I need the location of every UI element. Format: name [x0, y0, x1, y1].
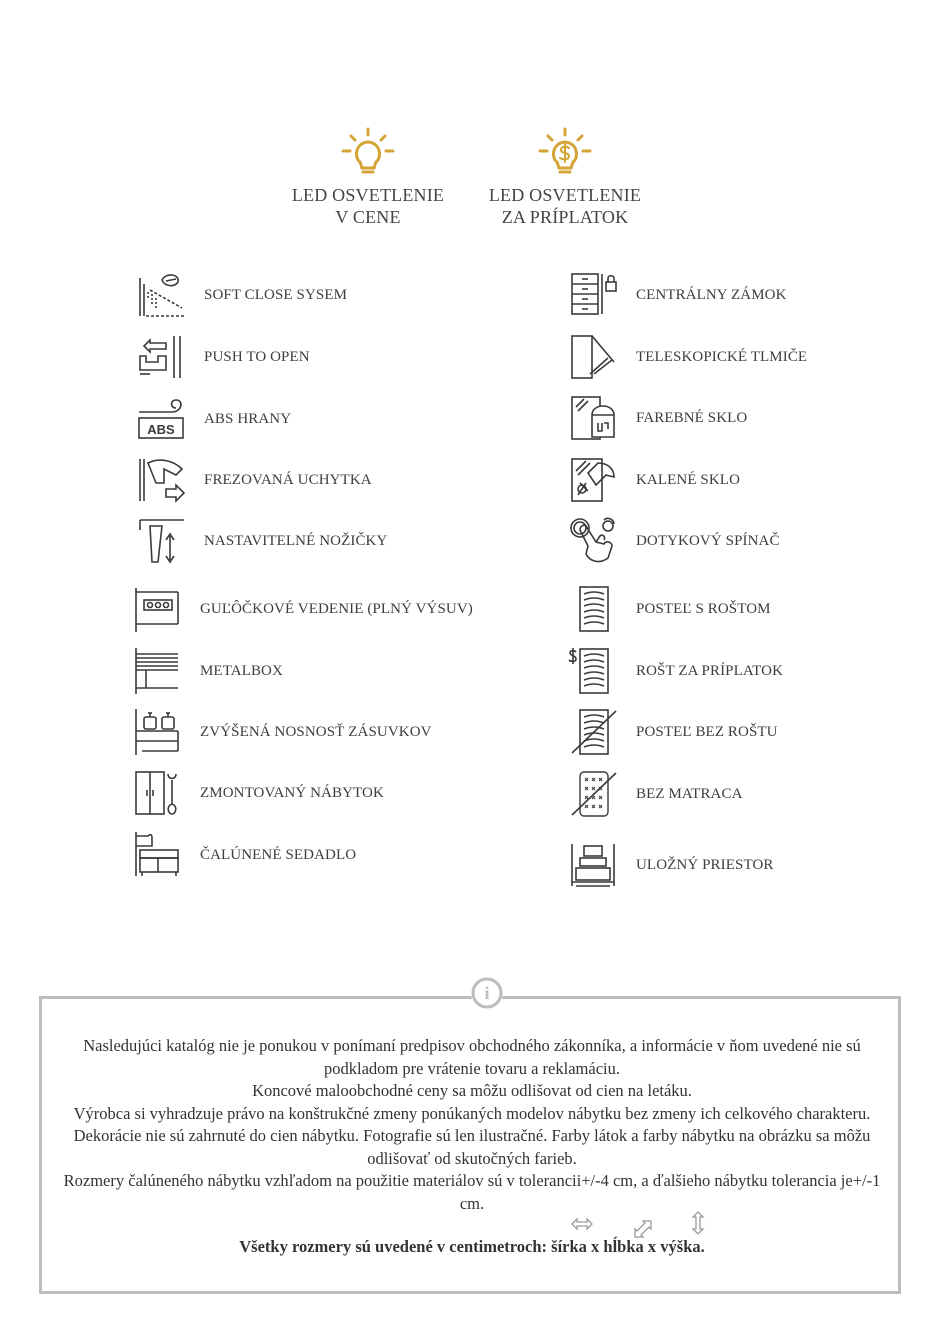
feature-tempered-glass: [568, 455, 740, 505]
feature-label: BEZ MATRACA: [636, 785, 743, 802]
feature-label: PUSH TO OPEN: [204, 348, 310, 365]
led-included-line1: LED OSVETLENIE: [291, 185, 445, 205]
drawer-load-icon: [132, 707, 184, 757]
bed-without-slats-icon: [568, 707, 620, 757]
feature-label: DOTYKOVÝ SPÍNAČ: [636, 532, 780, 549]
feature-label: ČALÚNENÉ SEDADLO: [200, 846, 357, 863]
info-icon: [471, 977, 503, 1009]
slats-surcharge-icon: [568, 646, 620, 696]
soft-close-icon: [136, 270, 188, 320]
abs-icon-text: ABS: [147, 422, 175, 437]
width-dimension-icon: [570, 1214, 594, 1234]
feature-assembled: [132, 768, 384, 818]
led-surcharge-line2: ZA PRÍPLATOK: [501, 207, 629, 227]
feature-metalbox: [132, 646, 283, 696]
feature-milled-handle: [136, 455, 372, 505]
adjustable-feet-icon: [136, 516, 188, 566]
feature-bed-without-slats: [568, 707, 778, 757]
disclaimer-p4: Rozmery čalúneného nábytku vzhľadom na použitie materiálov sú v tolerancii+/-4 cm, a ďalšieho nábytku tolerancia je+/-1 cm.: [63, 1171, 881, 1213]
feature-drawer-load: [132, 707, 432, 757]
disclaimer-p3: Výrobca si vyhradzuje právo na konštrukčné zmeny ponúkaných modelov nábytku bez zmeny ich celkového charakteru. Dekorácie nie sú zahrnuté do cien nábytku. Fotografie sú len ilustračné. Farby látok a farby nábytku na obrázku sa môžu odlišovať od skutočných farieb.: [73, 1103, 871, 1168]
feature-label: ZMONTOVANÝ NÁBYTOK: [200, 784, 384, 801]
feature-adjustable-feet: [136, 516, 387, 566]
info-icon-text: i: [484, 983, 490, 1003]
metalbox-icon: [132, 646, 184, 696]
feature-touch-switch: [568, 516, 780, 566]
feature-upholstered-seat: [132, 830, 356, 880]
feature-no-mattress: [568, 769, 743, 819]
feature-label: METALBOX: [200, 662, 283, 679]
feature-push-to-open: [136, 332, 310, 382]
abs-edge-icon: [136, 394, 188, 444]
feature-label: FREZOVANÁ UCHYTKA: [204, 471, 372, 488]
led-included: [268, 126, 468, 228]
bulb-icon: [338, 126, 398, 178]
feature-label: GUĽÔČKOVÉ VEDENIE (PLNÝ VÝSUV): [200, 600, 473, 617]
feature-label: POSTEĽ S ROŠTOM: [636, 600, 771, 617]
feature-label: FAREBNÉ SKLO: [636, 409, 748, 426]
depth-dimension-icon: [632, 1218, 654, 1238]
upholstered-seat-icon: [132, 830, 184, 880]
feature-central-lock: [568, 270, 787, 320]
central-lock-icon: [568, 270, 620, 320]
feature-storage-space: [568, 840, 773, 890]
ball-bearing-runner-icon: [132, 584, 184, 634]
touch-switch-icon: [568, 516, 620, 566]
height-dimension-icon: [690, 1210, 706, 1236]
no-mattress-icon: [568, 769, 620, 819]
feature-label: CENTRÁLNY ZÁMOK: [636, 286, 787, 303]
feature-soft-close: [136, 270, 347, 320]
feature-label: ULOŽNÝ PRIESTOR: [636, 856, 774, 873]
feature-abs-edges: [136, 394, 291, 444]
feature-label: SOFT CLOSE SYSEM: [204, 286, 348, 303]
feature-label: POSTEĽ BEZ ROŠTU: [636, 723, 778, 740]
feature-telescopic-damper: [568, 332, 807, 382]
feature-label: ABS HRANY: [204, 410, 292, 427]
dimensions-note: Všetky rozmery sú uvedené v centimetroch: šírka x hĺbka x výška.: [239, 1237, 705, 1256]
led-included-line2: V CENE: [335, 207, 401, 227]
led-surcharge-line1: LED OSVETLENIE: [488, 185, 642, 205]
feature-slats-surcharge: [568, 646, 783, 696]
led-surcharge: [465, 126, 665, 228]
feature-label: NASTAVITELNÉ NOŽIČKY: [204, 532, 388, 549]
feature-label: KALENÉ SKLO: [636, 471, 741, 488]
disclaimer-p1: Nasledujúci katalóg nie je ponukou v ponímaní predpisov obchodného zákonníka, a informácie v ňom uvedené nie sú podkladom pre vrátenie tovaru a reklamáciu.: [83, 1036, 861, 1078]
feature-label: ZVÝŠENÁ NOSNOSŤ ZÁSUVKOV: [200, 723, 432, 740]
milled-handle-icon: [136, 455, 188, 505]
assembled-furniture-icon: [132, 768, 184, 818]
telescopic-damper-icon: [568, 332, 620, 382]
colored-glass-icon: [568, 393, 620, 443]
disclaimer-p2: Koncové maloobchodné ceny sa môžu odlišovat od cien na letáku.: [252, 1081, 692, 1100]
storage-space-icon: [568, 840, 620, 890]
feature-label: TELESKOPICKÉ TLMIČE: [636, 348, 808, 365]
feature-bed-with-slats: [568, 584, 771, 634]
tempered-glass-icon: [568, 455, 620, 505]
disclaimer-text: [60, 1035, 884, 1215]
bed-with-slats-icon: [568, 584, 620, 634]
feature-ball-runners: [132, 584, 473, 634]
push-to-open-icon: [136, 332, 188, 382]
feature-label: ROŠT ZA PRÍPLATOK: [636, 662, 784, 679]
feature-colored-glass: [568, 393, 747, 443]
bulb-dollar-icon: [535, 126, 595, 178]
